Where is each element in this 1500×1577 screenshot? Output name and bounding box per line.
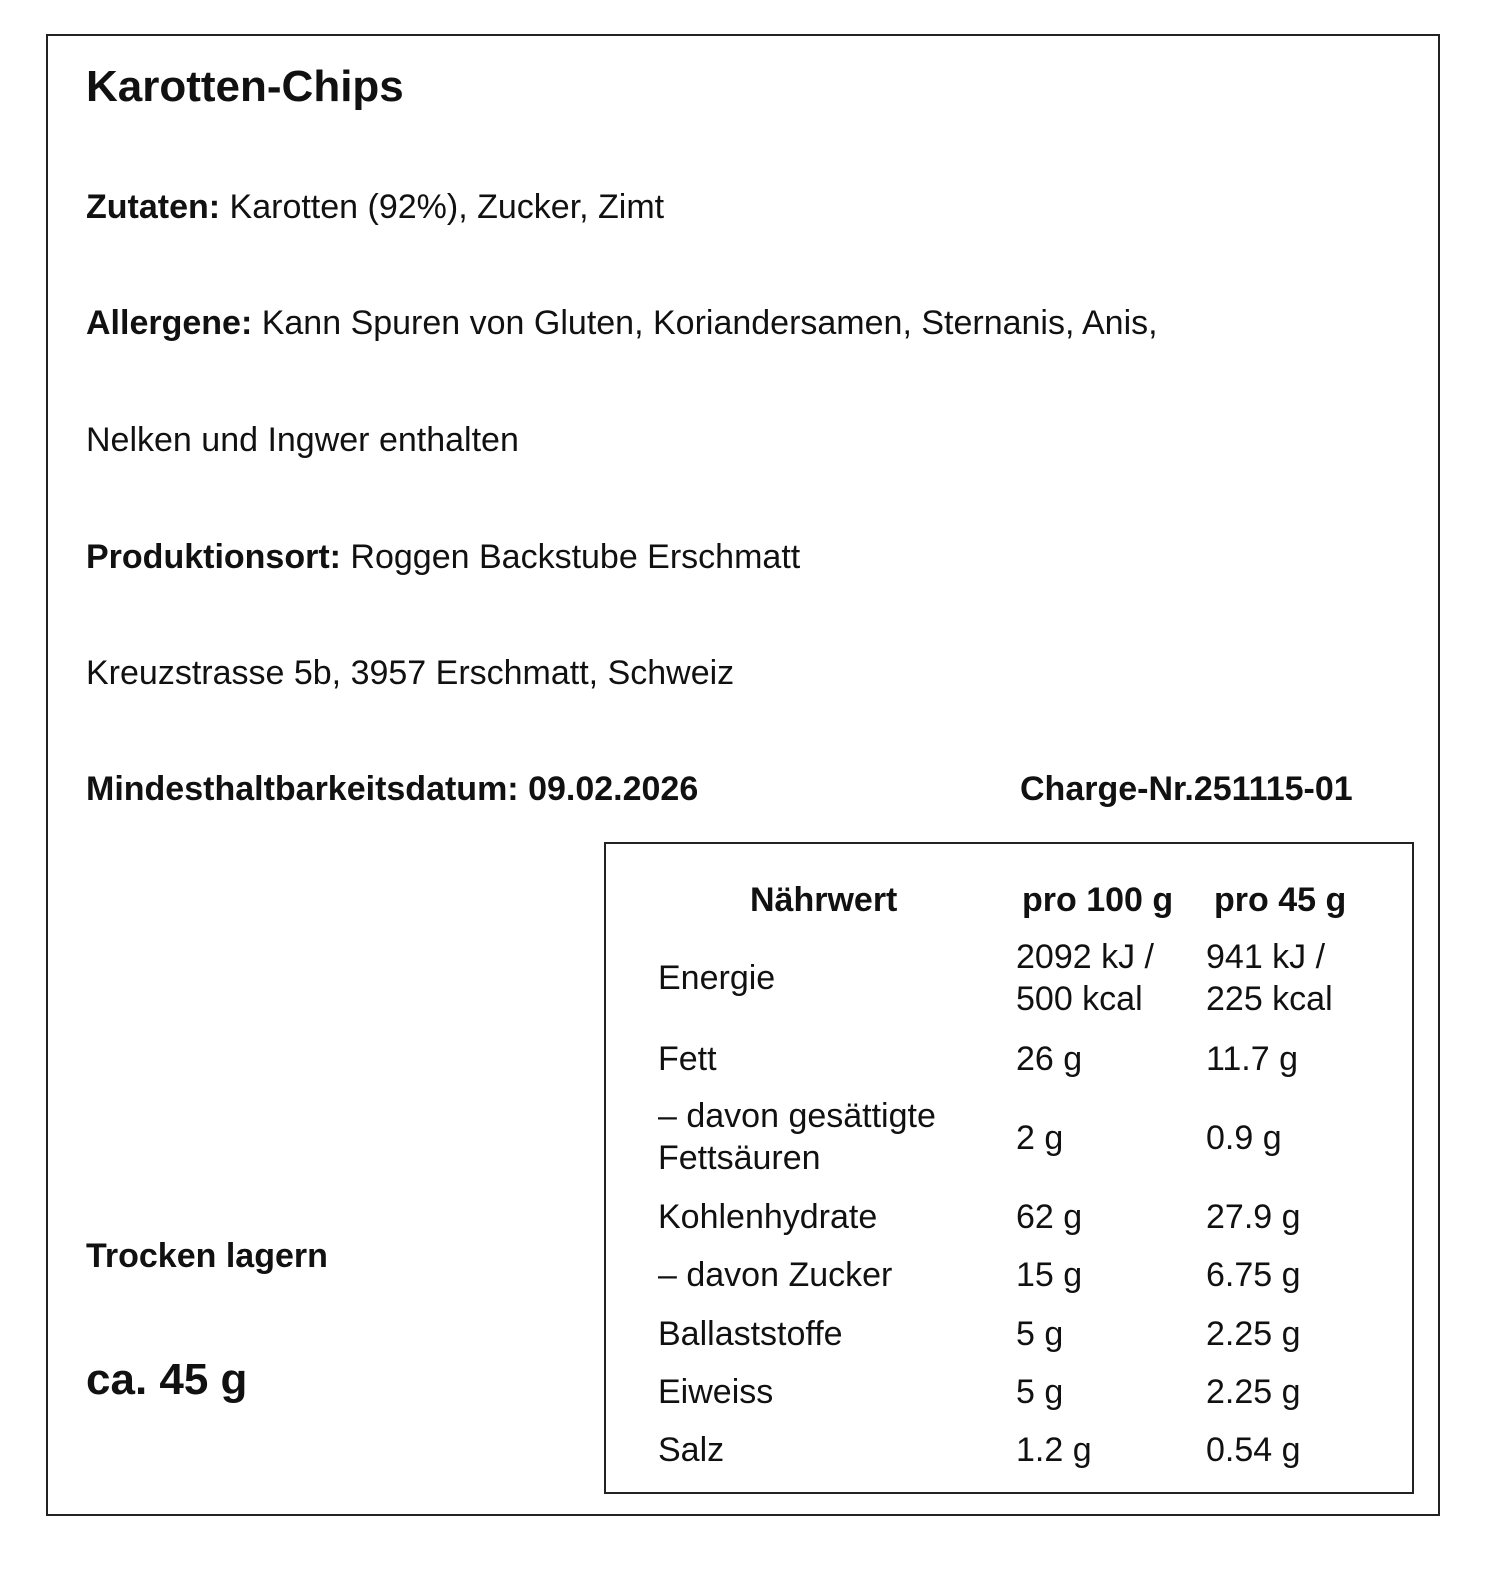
production-name: Roggen Backstube Erschmatt: [340, 538, 801, 576]
nutrition-row-name: Kohlenhydrate: [658, 1198, 878, 1236]
nutrition-table: [604, 842, 1414, 1494]
production-label: Produktionsort:: [86, 538, 341, 576]
allergens-text-1: Kann Spuren von Gluten, Koriandersamen, Sternanis, Anis,: [252, 304, 1158, 342]
nutrition-row-per-serving: 2.25 g: [1206, 1373, 1301, 1411]
nutrition-row-per100: 500 kcal: [1016, 980, 1143, 1018]
nutrition-row-name: Fett: [658, 1040, 717, 1078]
nutrition-row-per100: 1.2 g: [1016, 1431, 1092, 1469]
ingredients-text: Karotten (92%), Zucker, Zimt: [220, 188, 665, 226]
allergens-line-2: Nelken und Ingwer enthalten: [86, 421, 519, 459]
best-before-date: Mindesthaltbarkeitsdatum: 09.02.2026: [86, 770, 699, 808]
production-line: [86, 537, 800, 577]
nutrition-row-name: Eiweiss: [658, 1373, 774, 1411]
nutrition-row-per-serving: 2.25 g: [1206, 1315, 1301, 1353]
nutrition-row-name: Salz: [658, 1431, 725, 1469]
nutrition-row-per-serving: 225 kcal: [1206, 980, 1333, 1018]
allergens-line-1: [86, 303, 1158, 343]
net-weight: ca. 45 g: [86, 1355, 248, 1404]
nutrition-row-per-serving: 941 kJ /: [1206, 938, 1326, 976]
nutrition-header-name: Nährwert: [750, 881, 898, 919]
nutrition-row-per-serving: 0.54 g: [1206, 1431, 1301, 1469]
nutrition-row-name: – davon gesättigte: [658, 1097, 936, 1135]
nutrition-row-per100: 5 g: [1016, 1315, 1064, 1353]
nutrition-row-per100: 62 g: [1016, 1198, 1083, 1236]
nutrition-row-per-serving: 0.9 g: [1206, 1119, 1282, 1157]
allergens-label: Allergene:: [86, 304, 253, 342]
product-title: Karotten-Chips: [86, 62, 404, 111]
nutrition-row-per100: 2 g: [1016, 1119, 1064, 1157]
ingredients-label: Zutaten:: [86, 188, 221, 226]
nutrition-row-per100: 26 g: [1016, 1040, 1083, 1078]
nutrition-row-per-serving: 27.9 g: [1206, 1198, 1301, 1236]
nutrition-header-per-serving: pro 45 g: [1214, 881, 1347, 919]
nutrition-row-per-serving: 11.7 g: [1206, 1040, 1299, 1078]
nutrition-header-per100: pro 100 g: [1022, 881, 1174, 919]
nutrition-row-per100: 5 g: [1016, 1373, 1064, 1411]
nutrition-row-name: Fettsäuren: [658, 1139, 821, 1177]
nutrition-row-name: Ballaststoffe: [658, 1315, 843, 1353]
ingredients-line: [86, 187, 664, 227]
nutrition-row-per-serving: 6.75 g: [1206, 1256, 1301, 1294]
batch-number: Charge-Nr.251115-01: [1020, 770, 1353, 808]
nutrition-row-per100: 15 g: [1016, 1256, 1083, 1294]
storage-instructions: Trocken lagern: [86, 1237, 328, 1275]
nutrition-row-name: Energie: [658, 959, 776, 997]
nutrition-row-name: – davon Zucker: [658, 1256, 893, 1294]
nutrition-row-per100: 2092 kJ /: [1016, 938, 1154, 976]
production-address: Kreuzstrasse 5b, 3957 Erschmatt, Schweiz: [86, 654, 735, 692]
